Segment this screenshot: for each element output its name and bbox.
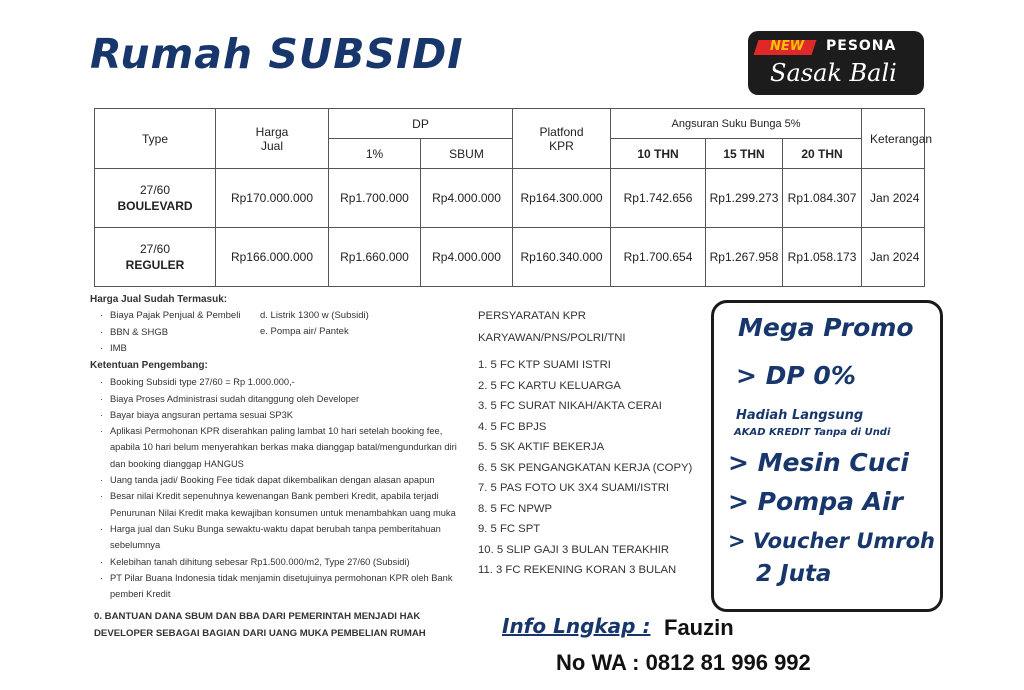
brand-logo (748, 31, 924, 95)
header-dp-1pct: 1% (329, 139, 421, 169)
table-row (95, 228, 925, 287)
terms-item: · Harga jual dan Suku Bunga sewaktu-waktu dapat berubah tanpa pemberitahuan sebelumnya (90, 521, 460, 554)
cell-type (95, 169, 216, 228)
list-item: 6. 5 SK PENGANGKATAN KERJA (COPY) (478, 461, 693, 474)
cell-angsuran-10: Rp1.742.656 (611, 169, 706, 228)
header-keterangan: Keterangan (862, 109, 925, 169)
developer-heading: Ketentuan Pengembang: (90, 360, 208, 371)
terms-item: · Bayar biaya angsuran pertama sesuai SP3K (90, 407, 460, 423)
includes-item: d. Listrik 1300 w (Subsidi) (260, 310, 369, 321)
terms-item: · Biaya Proses Administrasi sudah ditanggung oleh Developer (90, 391, 460, 407)
promo-akad: AKAD KREDIT Tanpa di Undi (734, 427, 891, 438)
page-title: Rumah SUBSIDI (90, 30, 464, 78)
cell-angsuran-15: Rp1.267.958 (706, 228, 783, 287)
kpr-heading: PERSYARATAN KPR (478, 310, 586, 322)
promo-dp: > DP 0% (736, 361, 856, 390)
cell-angsuran-20: Rp1.058.173 (783, 228, 862, 287)
header-harga-line1: Harga (255, 124, 289, 139)
header-platfond-line1: Platfond (539, 124, 584, 139)
whatsapp-number: No WA : 0812 81 996 992 (556, 650, 811, 675)
cell-angsuran-10: Rp1.700.654 (611, 228, 706, 287)
header-harga-jual (216, 109, 329, 169)
header-type: Type (95, 109, 216, 169)
price-table (94, 108, 933, 287)
list-item: 4. 5 FC BPJS (478, 420, 547, 433)
cell-platfond: Rp160.340.000 (513, 228, 611, 287)
list-item: 8. 5 FC NPWP (478, 502, 553, 515)
contact-label: Info Lngkap : (502, 614, 651, 638)
type-size: 27/60 (139, 242, 171, 256)
header-angsuran: Angsuran Suku Bunga 5% (611, 109, 862, 139)
list-item: 9. 5 FC SPT (478, 523, 541, 535)
header-platfond (513, 109, 611, 169)
promo-item-voucher: > Voucher Umroh (728, 529, 935, 553)
table-row (95, 169, 925, 228)
mega-promo-box (711, 300, 943, 612)
header-15-thn: 15 THN (706, 139, 783, 169)
list-item: 7. 5 PAS FOTO UK 3X4 SUAMI/ISTRI (478, 482, 670, 494)
terms-item: · Uang tanda jadi/ Booking Fee tidak dapat dikembalikan dengan alasan apapun (90, 472, 460, 488)
header-dp-sbum: SBUM (421, 139, 513, 169)
cell-angsuran-15: Rp1.299.273 (706, 169, 783, 228)
list-item: 3. 5 FC SURAT NIKAH/AKTA CERAI (478, 400, 662, 412)
promo-item-voucher-amount: 2 Juta (756, 561, 832, 587)
type-name: REGULER (125, 258, 185, 272)
header-platfond-line2: KPR (549, 138, 574, 153)
list-item: 2. 5 FC KARTU KELUARGA (478, 379, 621, 392)
cell-harga: Rp166.000.000 (216, 228, 329, 287)
promo-title: Mega Promo (738, 313, 914, 342)
header-20-thn: 20 THN (783, 139, 862, 169)
includes-item: e. Pompa air/ Pantek (260, 326, 349, 338)
terms-item: · PT Pilar Buana Indonesia tidak menjamin disetujuinya permohonan KPR oleh Bank pemberi Kredit (90, 570, 460, 603)
sbum-note: 0. BANTUAN DANA SBUM DAN BBA DARI PEMERINTAH MENJADI HAK DEVELOPER SEBAGAI BAGIAN DARI UANG MUKA PEMBELIAN RUMAH (94, 611, 426, 640)
logo-script-text: Sasak Bali (770, 59, 897, 87)
terms-item: · Booking Subsidi type 27/60 = Rp 1.000.000,- (90, 374, 460, 390)
includes-item: · Biaya Pajak Penjual & Pembeli (90, 308, 470, 324)
includes-item: · IMB (90, 341, 470, 357)
list-item: 10. 5 SLIP GAJI 3 BULAN TERAKHIR (478, 543, 670, 556)
cell-dp-1pct: Rp1.660.000 (329, 228, 421, 287)
logo-top-text: PESONA (826, 38, 897, 54)
kpr-list (478, 355, 708, 581)
kpr-subheading: KARYAWAN/PNS/POLRI/TNI (478, 332, 626, 344)
list-item: 1. 5 FC KTP SUAMI ISTRI (478, 359, 611, 371)
cell-keterangan: Jan 2024 (862, 228, 925, 287)
cell-dp-sbum: Rp4.000.000 (421, 169, 513, 228)
cell-platfond: Rp164.300.000 (513, 169, 611, 228)
cell-keterangan: Jan 2024 (862, 169, 925, 228)
includes-column-2 (260, 308, 369, 341)
header-dp: DP (329, 109, 513, 139)
kpr-requirements (478, 305, 708, 581)
cell-type (95, 228, 216, 287)
cell-harga: Rp170.000.000 (216, 169, 329, 228)
list-item: 5. 5 SK AKTIF BEKERJA (478, 441, 605, 453)
terms-item: · Aplikasi Permohonan KPR diserahkan paling lambat 10 hari setelah booking fee, apabila 10 hari belum menyerahkan berkas maka dianggap batal/mengundurkan diri dan booking dianggap HANGUS (90, 423, 460, 472)
type-name: BOULEVARD (117, 199, 193, 213)
contact-name: Fauzin (664, 615, 734, 640)
header-10-thn: 10 THN (611, 139, 706, 169)
cell-dp-sbum: Rp4.000.000 (421, 228, 513, 287)
promo-hadiah: Hadiah Langsung (736, 408, 864, 423)
includes-heading: Harga Jual Sudah Termasuk: (90, 294, 228, 305)
includes-item: · BBN & SHGB (90, 325, 470, 341)
logo-badge-text: NEW (769, 39, 805, 54)
list-item: 11. 3 FC REKENING KORAN 3 BULAN (478, 564, 677, 576)
terms-item: · Besar nilai Kredit sepenuhnya kewenangan Bank pemberi Kredit, apabila terjadi Penurunan Nilai Kredit maka kewajiban konsumen untuk menambahkan uang muka (90, 488, 460, 521)
cell-dp-1pct: Rp1.700.000 (329, 169, 421, 228)
type-size: 27/60 (139, 183, 171, 197)
includes-section (90, 292, 470, 357)
cell-angsuran-20: Rp1.084.307 (783, 169, 862, 228)
promo-item-mesin-cuci: > Mesin Cuci (728, 448, 909, 477)
terms-item: · Kelebihan tanah dihitung sebesar Rp1.500.000/m2, Type 27/60 (Subsidi) (90, 554, 460, 570)
developer-terms (90, 358, 460, 642)
header-harga-line2: Jual (260, 138, 283, 153)
promo-item-pompa-air: > Pompa Air (728, 487, 903, 516)
